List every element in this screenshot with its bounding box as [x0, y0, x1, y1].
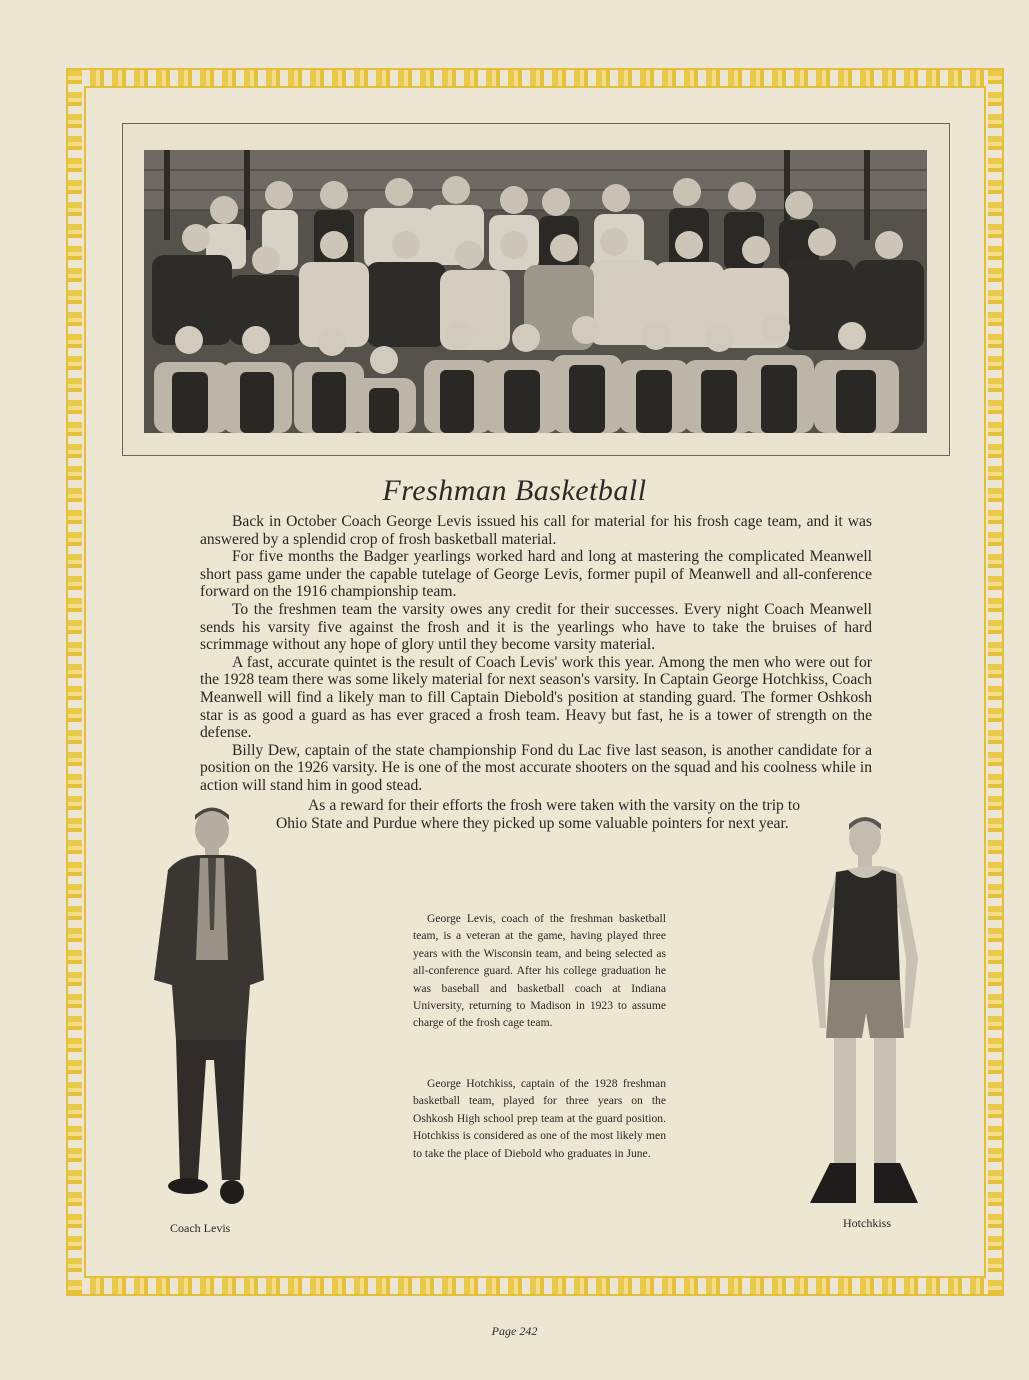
paragraph: As a reward for their efforts the frosh were taken with the varsity on the trip to Ohio State and Purdue where they picked up some valuable pointers for next year. — [276, 797, 800, 832]
caption-text: George Hotchkiss, captain of the 1928 freshman basketball team, played for three years on the Oshkosh High school prep team at the guard position. Hotchkiss is considered as one of the most likely men to take the place of Diebold who graduates in June. — [413, 1077, 666, 1160]
article-body-closing — [276, 797, 800, 832]
paragraph: Billy Dew, captain of the state championship Fond du Lac five last season, is another candidate for a position on the 1926 varsity. He is one of the most accurate shooters on the squad and his coolness while in action will stand him in good stead. — [200, 741, 872, 794]
border-left-strip — [68, 70, 82, 1294]
page-number: Page 242 — [491, 1324, 538, 1338]
hotchkiss-photo — [800, 808, 930, 1213]
paragraph: Back in October Coach George Levis issued his call for material for his frosh cage team, and it was answered by a splendid crop of frosh basketball material. — [200, 513, 872, 548]
paragraph: To the freshmen team the varsity owes any credit for their successes. Every night Coach Meanwell sends his varsity five against the frosh and it is the yearlings who have to take the bruises of hard scrimmage without any hope of glory until they become varsity material. — [200, 600, 872, 654]
coach-levis-label: Coach Levis — [170, 1221, 231, 1235]
border-right-strip — [988, 70, 1002, 1294]
hotchkiss-label: Hotchkiss — [843, 1216, 891, 1230]
paragraph: A fast, accurate quintet is the result of Coach Levis' work this year. Among the men who were out for the 1928 team there was some likely material for next season's varsity. In Captain George Hotchkiss, Coach Meanwell will find a likely man to fill Captain Diebold's position at standing guard. The former Oshkosh star is as good a guard as has ever graced a frosh team. Heavy but fast, he is a tower of strength on the defense. — [200, 653, 872, 742]
article-title: Freshman Basketball — [382, 474, 647, 507]
coach-levis-photo — [140, 800, 280, 1210]
team-photo — [144, 150, 927, 433]
levis-caption — [413, 910, 666, 1032]
caption-text: George Levis, coach of the freshman basketball team, is a veteran at the game, having played three years with the Wisconsin team, and being selected as all-conference guard. After his college graduation he was baseball and basketball coach at Indiana University, returning to Madison in 1923 to assume charge of the frosh cage team. — [413, 912, 666, 1030]
team-photo-frame — [122, 123, 950, 456]
paragraph: For five months the Badger yearlings worked hard and long at mastering the complicated Meanwell short pass game under the capable tutelage of George Levis, former pupil of Meanwell and all-conference forward on the 1916 championship team. — [200, 548, 872, 601]
article-body — [200, 513, 872, 795]
hotchkiss-caption — [413, 1075, 666, 1162]
